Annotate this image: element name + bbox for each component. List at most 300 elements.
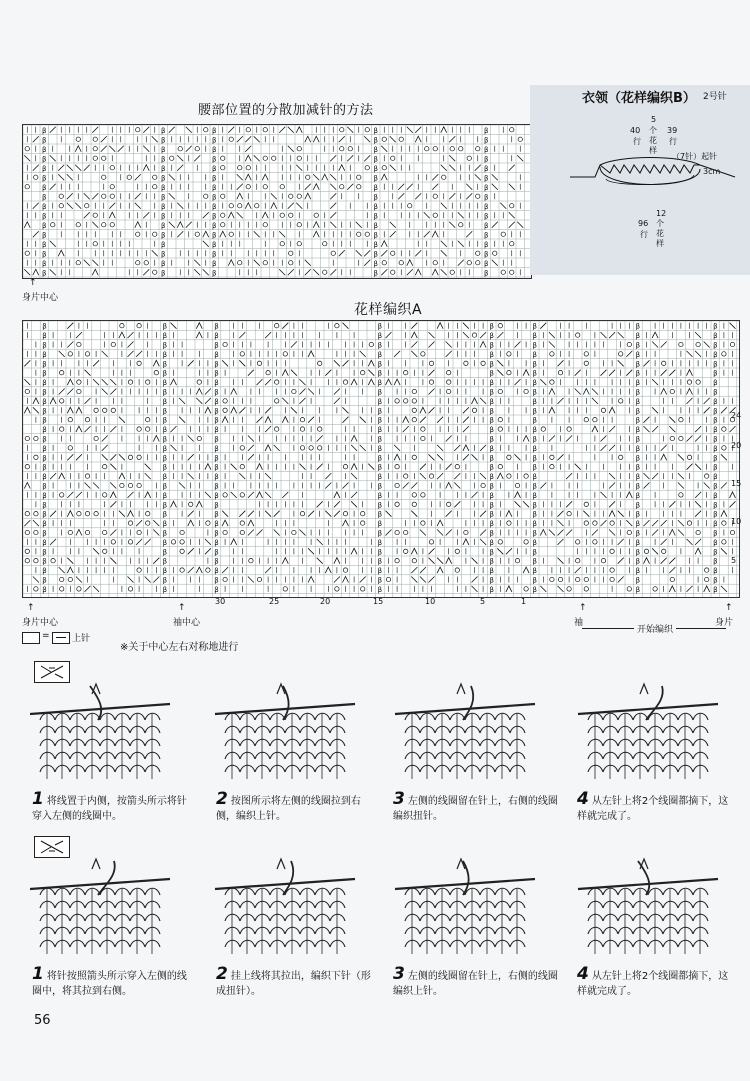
svg-text:β: β <box>214 397 219 406</box>
svg-text:β: β <box>532 360 537 369</box>
svg-text:β: β <box>214 520 219 529</box>
svg-text:β: β <box>373 240 378 249</box>
knit-illustration <box>30 684 170 779</box>
svg-text:β: β <box>42 126 47 135</box>
svg-text:β: β <box>489 463 494 472</box>
svg-text:β: β <box>635 407 641 416</box>
svg-text:β: β <box>713 529 718 538</box>
svg-text:β: β <box>635 426 641 435</box>
svg-text:β: β <box>635 444 641 453</box>
svg-text:β: β <box>532 501 537 510</box>
svg-text:β: β <box>635 463 641 472</box>
svg-text:β: β <box>161 155 166 164</box>
svg-text:β: β <box>42 557 47 566</box>
svg-text:β: β <box>489 407 494 416</box>
body-arrow: ↑ <box>725 603 733 613</box>
svg-text:β: β <box>532 567 537 576</box>
svg-text:β: β <box>42 407 47 416</box>
svg-text:β: β <box>489 491 494 500</box>
svg-text:β: β <box>373 126 378 135</box>
svg-text:β: β <box>713 557 718 566</box>
symmetry-note: ※关于中心左右对称地进行 <box>120 642 239 653</box>
svg-text:β: β <box>635 548 641 557</box>
svg-text:β: β <box>635 379 641 388</box>
svg-text:β: β <box>42 444 47 453</box>
svg-text:β: β <box>377 407 383 416</box>
svg-text:β: β <box>42 193 47 202</box>
pattern-a-col-number: 20 <box>320 597 331 606</box>
svg-text:β: β <box>713 520 718 529</box>
svg-text:β: β <box>377 585 383 594</box>
pattern-a-col-number: 5 <box>480 597 486 606</box>
svg-text:β: β <box>212 136 217 145</box>
svg-text:β: β <box>214 416 219 425</box>
svg-text:β: β <box>713 350 718 359</box>
step-number: 3 <box>393 789 405 809</box>
svg-text:β: β <box>484 202 489 211</box>
step-number: 3 <box>393 964 405 984</box>
grid-lines <box>23 125 531 278</box>
svg-text:β: β <box>42 435 47 444</box>
svg-text:β: β <box>212 174 217 183</box>
svg-text:β: β <box>713 426 718 435</box>
waist-body-center-label: 身片中心 <box>22 293 59 303</box>
svg-text:β: β <box>162 529 168 538</box>
svg-text:β: β <box>214 435 219 444</box>
svg-text:β: β <box>484 136 489 145</box>
svg-text:β: β <box>484 221 489 230</box>
svg-text:β: β <box>214 379 219 388</box>
svg-text:β: β <box>377 379 383 388</box>
page-number: 56 <box>34 1013 51 1028</box>
svg-text:β: β <box>377 520 383 529</box>
svg-text:β: β <box>42 585 47 594</box>
knit-illustration <box>215 859 355 954</box>
svg-text:β: β <box>161 202 166 211</box>
svg-text:β: β <box>373 259 378 268</box>
svg-text:β: β <box>42 360 47 369</box>
collar-bottom-pattern: 个花样 <box>656 219 664 248</box>
pattern-a-col-number: 10 <box>425 597 436 606</box>
svg-text:β: β <box>42 416 47 425</box>
svg-text:β: β <box>162 501 168 510</box>
sleeve-center-label: 袖中心 <box>173 618 201 628</box>
svg-text:β: β <box>214 473 219 482</box>
collar-right-unit: 行 <box>669 137 677 146</box>
svg-text:β: β <box>42 463 47 472</box>
svg-text:β: β <box>532 444 537 453</box>
svg-text:β: β <box>162 463 168 472</box>
svg-text:β: β <box>713 407 718 416</box>
svg-text:β: β <box>162 435 168 444</box>
svg-text:β: β <box>162 341 168 350</box>
svg-text:β: β <box>214 482 219 491</box>
collar-drawing <box>530 145 750 205</box>
svg-text:β: β <box>42 379 47 388</box>
svg-text:β: β <box>42 548 47 557</box>
svg-text:β: β <box>373 193 378 202</box>
svg-text:β: β <box>212 155 217 164</box>
svg-text:β: β <box>162 397 168 406</box>
svg-text:β: β <box>162 538 168 547</box>
svg-text:β: β <box>377 426 383 435</box>
svg-text:β: β <box>161 250 166 259</box>
illustration-row-1 <box>30 680 750 790</box>
svg-text:β: β <box>489 538 494 547</box>
svg-text:β: β <box>532 397 537 406</box>
knit-illustration <box>395 684 535 779</box>
svg-text:β: β <box>635 397 641 406</box>
svg-text:β: β <box>42 212 47 221</box>
svg-text:β: β <box>42 529 47 538</box>
svg-text:β: β <box>161 136 166 145</box>
svg-text:β: β <box>42 269 47 278</box>
svg-text:β: β <box>635 454 641 463</box>
svg-text:β: β <box>212 126 217 135</box>
svg-text:β: β <box>42 350 47 359</box>
svg-text:β: β <box>489 379 494 388</box>
svg-text:β: β <box>42 491 47 500</box>
svg-text:β: β <box>377 322 383 331</box>
svg-text:β: β <box>373 269 378 278</box>
collar-height: 3cm <box>703 167 721 176</box>
svg-text:β: β <box>713 341 718 350</box>
svg-text:β: β <box>713 360 718 369</box>
step-number: 4 <box>577 964 589 984</box>
svg-text:β: β <box>489 397 494 406</box>
svg-text:β: β <box>489 444 494 453</box>
svg-text:β: β <box>162 416 168 425</box>
svg-text:β: β <box>42 174 47 183</box>
svg-text:β: β <box>161 164 166 173</box>
svg-text:β: β <box>162 576 168 585</box>
step-number: 4 <box>577 789 589 809</box>
knit-illustration <box>578 684 718 779</box>
svg-text:β: β <box>214 567 219 576</box>
collar-title: 衣领（花样编织B） <box>582 91 696 106</box>
collar-panel <box>530 85 750 275</box>
svg-text:β: β <box>162 444 168 453</box>
knit-illustration <box>215 684 355 779</box>
illustration-row-2 <box>30 855 750 965</box>
svg-text:β: β <box>214 491 219 500</box>
svg-text:β: β <box>635 322 641 331</box>
svg-text:β: β <box>635 557 641 566</box>
svg-text:β: β <box>484 174 489 183</box>
svg-text:β: β <box>489 416 494 425</box>
knit-illustration <box>578 859 718 954</box>
svg-text:β: β <box>377 444 383 453</box>
svg-text:β: β <box>42 473 47 482</box>
step-2-4 <box>577 964 737 999</box>
svg-text:β: β <box>532 473 537 482</box>
svg-text:β: β <box>532 435 537 444</box>
step-text: 将针按照箭头所示穿入左侧的线圈中，将其拉到右侧。 <box>32 971 187 997</box>
svg-text:β: β <box>373 145 378 154</box>
svg-text:β: β <box>713 585 718 594</box>
pattern-a-title: 花样编织A <box>354 302 423 318</box>
svg-text:β: β <box>532 491 537 500</box>
svg-text:β: β <box>489 473 494 482</box>
svg-text:β: β <box>377 463 383 472</box>
svg-text:β: β <box>377 491 383 500</box>
svg-text:β: β <box>484 259 489 268</box>
svg-text:β: β <box>489 557 494 566</box>
svg-text:β: β <box>484 269 489 278</box>
svg-text:β: β <box>42 231 47 240</box>
step-text: 将线置于内侧，按箭头所示将针穿入左侧的线圈中。 <box>32 796 187 822</box>
svg-text:β: β <box>377 397 383 406</box>
svg-text:β: β <box>214 444 219 453</box>
svg-text:β: β <box>635 341 641 350</box>
svg-text:β: β <box>635 510 641 519</box>
svg-text:β: β <box>161 174 166 183</box>
svg-text:β: β <box>532 585 537 594</box>
svg-text:β: β <box>484 164 489 173</box>
svg-text:β: β <box>489 548 494 557</box>
svg-text:β: β <box>713 332 718 341</box>
svg-text:β: β <box>489 360 494 369</box>
svg-text:β: β <box>635 369 641 378</box>
svg-text:β: β <box>377 548 383 557</box>
svg-text:β: β <box>489 454 494 463</box>
svg-text:β: β <box>489 520 494 529</box>
collar-needle: 2号针 <box>703 92 727 102</box>
svg-text:β: β <box>377 567 383 576</box>
svg-text:β: β <box>214 332 219 341</box>
pattern-a-row-number: 10 <box>731 517 742 526</box>
step-number: 2 <box>216 964 228 984</box>
step-number: 1 <box>32 964 44 984</box>
svg-text:β: β <box>484 240 489 249</box>
svg-text:β: β <box>42 538 47 547</box>
svg-text:β: β <box>214 576 219 585</box>
pattern-a-svg <box>23 321 742 597</box>
step-text: 左侧的线圈留在针上，右侧的线圈编织扭针。 <box>393 796 558 822</box>
collar-left-rows: 40 <box>630 126 641 135</box>
svg-text:β: β <box>532 341 537 350</box>
svg-text:β: β <box>484 126 489 135</box>
waist-chart-title: 腰部位置的分散加减针的方法 <box>198 103 374 118</box>
step-2-3 <box>393 964 558 999</box>
svg-text:β: β <box>489 576 494 585</box>
pattern-a-col-number: 30 <box>215 597 226 606</box>
legend-empty-cell <box>22 632 40 644</box>
svg-text:β: β <box>377 416 383 425</box>
svg-text:β: β <box>532 529 537 538</box>
svg-text:β: β <box>532 576 537 585</box>
collar-bottom-count: 12 <box>656 209 667 218</box>
svg-text:β: β <box>212 212 217 221</box>
step-2-2 <box>216 964 376 999</box>
svg-text:β: β <box>42 388 47 397</box>
svg-text:β: β <box>484 193 489 202</box>
step-text: 从左针上将2个线圈都摘下，这样就完成了。 <box>577 971 729 997</box>
svg-text:β: β <box>532 538 537 547</box>
svg-text:β: β <box>162 510 168 519</box>
svg-text:β: β <box>373 183 378 192</box>
svg-text:β: β <box>489 332 494 341</box>
svg-text:β: β <box>484 145 489 154</box>
svg-text:β: β <box>635 332 641 341</box>
svg-text:β: β <box>489 529 494 538</box>
svg-text:β: β <box>161 269 166 278</box>
svg-text:β: β <box>713 322 718 331</box>
collar-pattern-label: 个花样 <box>649 126 657 155</box>
step-number: 2 <box>216 789 228 809</box>
svg-text:β: β <box>484 250 489 259</box>
svg-text:β: β <box>161 240 166 249</box>
svg-text:β: β <box>42 155 47 164</box>
knit-illustration <box>30 859 170 954</box>
svg-text:β: β <box>532 463 537 472</box>
svg-text:β: β <box>214 557 219 566</box>
svg-text:β: β <box>42 482 47 491</box>
svg-text:β: β <box>212 183 217 192</box>
svg-text:β: β <box>161 183 166 192</box>
svg-text:β: β <box>635 435 641 444</box>
pattern-a-col-number: 15 <box>373 597 384 606</box>
svg-text:β: β <box>489 510 494 519</box>
svg-text:β: β <box>212 164 217 173</box>
svg-text:β: β <box>377 501 383 510</box>
svg-text:β: β <box>489 341 494 350</box>
collar-right-rows: 39 <box>667 126 678 135</box>
svg-text:β: β <box>532 388 537 397</box>
pattern-a-row-number: 15 <box>731 479 742 488</box>
svg-text:β: β <box>532 557 537 566</box>
svg-text:β: β <box>713 416 718 425</box>
svg-text:β: β <box>489 435 494 444</box>
svg-text:β: β <box>42 322 47 331</box>
svg-text:β: β <box>532 454 537 463</box>
svg-text:β: β <box>713 473 718 482</box>
svg-text:β: β <box>635 491 641 500</box>
pattern-a-col-number: 25 <box>269 597 280 606</box>
svg-text:β: β <box>162 520 168 529</box>
svg-text:β: β <box>42 369 47 378</box>
collar-start-label: （7针）起针 <box>672 152 718 161</box>
svg-text:β: β <box>162 322 168 331</box>
svg-text:β: β <box>713 454 718 463</box>
svg-text:β: β <box>484 212 489 221</box>
sleeve-label: 袖 <box>574 618 584 628</box>
svg-text:β: β <box>212 221 217 230</box>
svg-text:β: β <box>161 259 166 268</box>
svg-text:β: β <box>713 538 718 547</box>
svg-text:β: β <box>635 567 641 576</box>
step-text: 左侧的线圈留在针上，右侧的线圈编织上针。 <box>393 971 558 997</box>
body-label: 身片 <box>715 618 734 628</box>
svg-text:β: β <box>161 212 166 221</box>
pattern-a-grid <box>22 320 740 598</box>
svg-text:β: β <box>373 221 378 230</box>
svg-text:β: β <box>162 585 168 594</box>
svg-text:β: β <box>212 269 217 278</box>
step-number: 1 <box>32 789 44 809</box>
svg-text:β: β <box>212 145 217 154</box>
svg-text:β: β <box>212 259 217 268</box>
body-center-label: 身片中心 <box>22 618 59 628</box>
svg-text:β: β <box>42 164 47 173</box>
svg-text:β: β <box>214 538 219 547</box>
collar-bottom-unit: 行 <box>640 230 648 239</box>
pattern-a-row-number: 20 <box>731 441 742 450</box>
svg-text:β: β <box>214 501 219 510</box>
svg-text:β: β <box>161 221 166 230</box>
svg-text:β: β <box>713 435 718 444</box>
collar-bottom-rows: 96 <box>638 219 649 228</box>
svg-text:β: β <box>489 426 494 435</box>
svg-text:β: β <box>713 369 718 378</box>
start-knitting-label: 开始编织 <box>634 622 676 635</box>
svg-text:β: β <box>373 174 378 183</box>
svg-text:β: β <box>162 407 168 416</box>
legend-equals: = <box>42 631 50 641</box>
svg-text:β: β <box>162 350 168 359</box>
step-text: 挂上线将其拉出，编织下针（形成扭针）。 <box>216 971 371 997</box>
svg-text:β: β <box>713 463 718 472</box>
svg-text:β: β <box>635 350 641 359</box>
svg-text:β: β <box>373 212 378 221</box>
svg-text:β: β <box>214 388 219 397</box>
svg-text:β: β <box>377 454 383 463</box>
svg-text:β: β <box>162 482 168 491</box>
svg-text:β: β <box>532 426 537 435</box>
svg-text:β: β <box>212 231 217 240</box>
svg-text:β: β <box>161 231 166 240</box>
svg-text:β: β <box>162 454 168 463</box>
svg-text:β: β <box>377 510 383 519</box>
svg-text:β: β <box>377 482 383 491</box>
svg-text:β: β <box>377 557 383 566</box>
svg-text:β: β <box>489 501 494 510</box>
svg-text:β: β <box>713 576 718 585</box>
knit-illustration <box>395 859 535 954</box>
step-2-1 <box>32 964 192 999</box>
svg-text:β: β <box>162 473 168 482</box>
svg-text:β: β <box>161 126 166 135</box>
pattern-a-col-number: 1 <box>521 597 527 606</box>
svg-text:β: β <box>373 136 378 145</box>
sleeve-arrow: ↑ <box>579 603 587 613</box>
svg-text:β: β <box>635 576 641 585</box>
svg-text:β: β <box>42 202 47 211</box>
svg-text:β: β <box>635 538 641 547</box>
svg-text:β: β <box>42 250 47 259</box>
step-1-4 <box>577 789 737 824</box>
pattern-a-row-number: 24 <box>731 411 742 420</box>
svg-text:β: β <box>635 388 641 397</box>
svg-text:β: β <box>42 567 47 576</box>
svg-text:β: β <box>713 491 718 500</box>
svg-text:β: β <box>377 435 383 444</box>
step-text: 从左针上将2个线圈都摘下，这样就完成了。 <box>577 796 729 822</box>
svg-text:β: β <box>635 529 641 538</box>
svg-text:β: β <box>713 482 718 491</box>
svg-text:β: β <box>42 183 47 192</box>
svg-text:β: β <box>42 136 47 145</box>
pattern-a-row-number: 5 <box>731 556 737 565</box>
svg-text:β: β <box>162 557 168 566</box>
collar-top-stitches: 5 <box>651 115 657 124</box>
svg-text:β: β <box>635 520 641 529</box>
waist-center-arrow: ↑ <box>29 278 37 288</box>
svg-text:β: β <box>484 183 489 192</box>
svg-text:β: β <box>713 388 718 397</box>
svg-text:β: β <box>635 473 641 482</box>
svg-text:β: β <box>42 426 47 435</box>
